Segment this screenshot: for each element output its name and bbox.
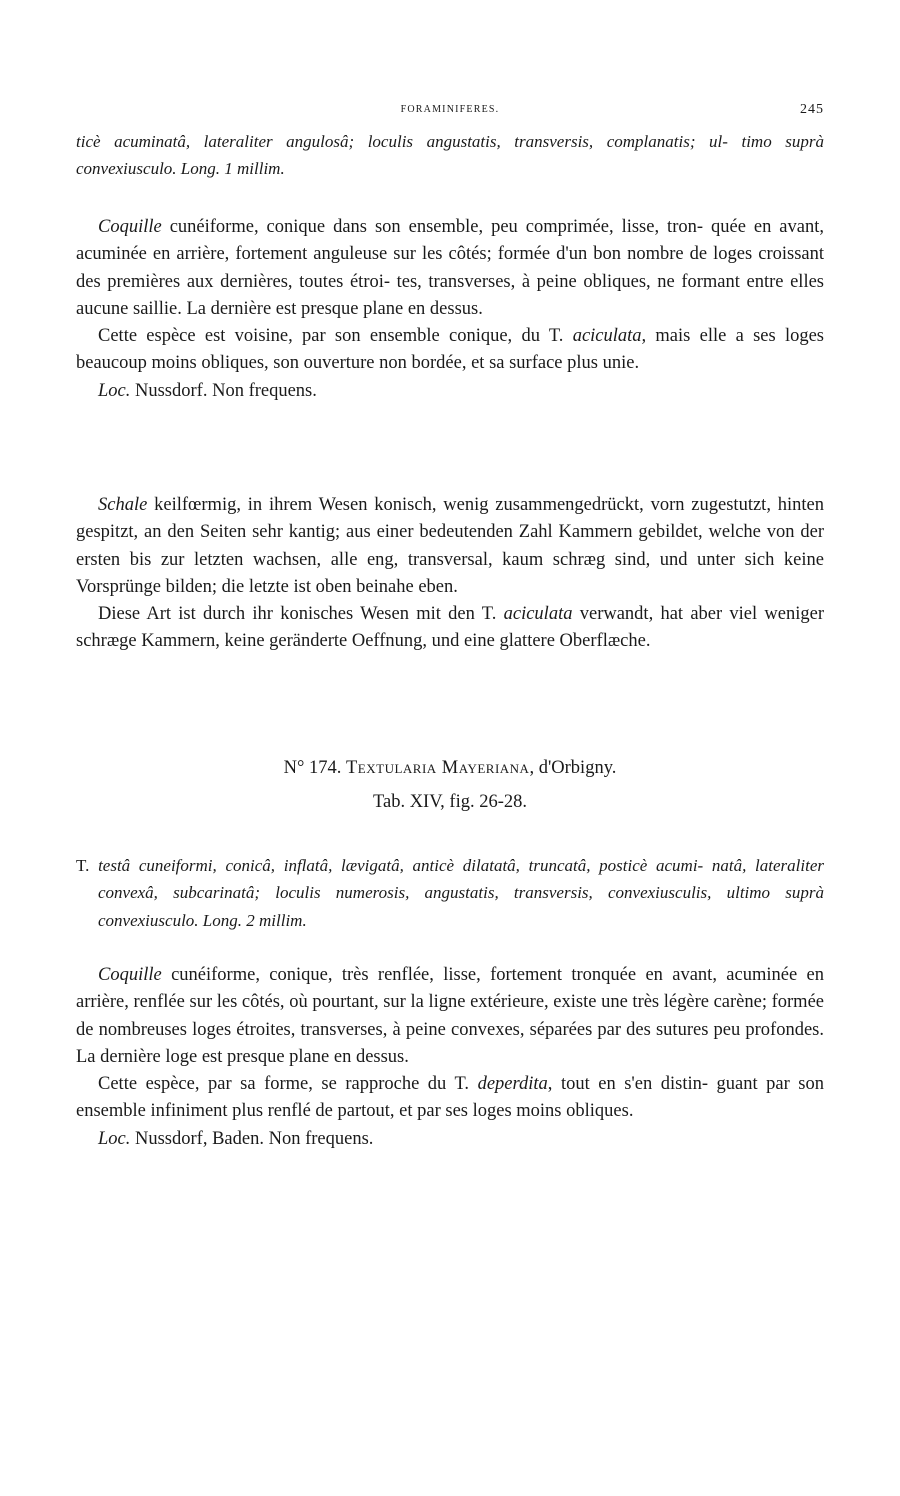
french-comparison-species: aciculata, <box>572 326 647 347</box>
french-comparison-text-a-2: Cette espèce, par sa forme, se rapproche du T. <box>98 1074 478 1095</box>
species-author: , d'Orbigny. <box>529 758 617 778</box>
german-description-paragraph <box>76 492 824 601</box>
french-lead-word-2: Coquille <box>98 965 162 985</box>
french-description-paragraph <box>76 214 824 323</box>
french-comparison-species-2: deperdita <box>477 1074 548 1095</box>
german-description-1 <box>76 492 824 656</box>
species-number: N° 174. <box>283 758 346 778</box>
locality-paragraph-2 <box>76 1126 824 1153</box>
french-lead-word: Coquille <box>98 217 162 237</box>
locality-text: Nussdorf. Non frequens. <box>130 380 317 401</box>
german-comparison-text-b: verwandt, hat aber viel weniger schræge Kammern, keine geränderte Oeffnung, und eine glattere Oberflæche. <box>76 604 824 652</box>
latin-lead: T. <box>76 856 90 875</box>
latin-diagnosis-1 <box>76 128 824 183</box>
german-comparison-paragraph <box>76 601 824 656</box>
species-heading <box>0 758 900 779</box>
page-number: 245 <box>800 102 824 117</box>
french-description-text-2: cunéiforme, conique, très renflée, lisse, fortement tronquée en avant, acuminée en arrière, renflée sur les côtés, où pourtant, sur la ligne extérieure, existe une très légère carène; formée de nombreuses loges étroites, transverses, à peine convexes, séparées par des sutures peu profondes. La dernière loge est presque plane en dessus. <box>76 965 824 1067</box>
french-comparison-text-b: mais elle a ses loges beaucoup moins obliques, son ouverture non bordée, et sa surface plus unie. <box>76 326 824 374</box>
latin-diagnosis-text: ticè acuminatâ, lateraliter angulosâ; loculis angustatis, transversis, complanatis; ul- timo suprà convexiusculo. Long. 1 millim. <box>76 132 824 179</box>
latin-diagnosis-paragraph <box>76 852 824 934</box>
french-description-2 <box>76 962 824 1153</box>
running-title: FORAMINIFERES. <box>400 104 500 115</box>
german-description-text: keilfœrmig, in ihrem Wesen konisch, wenig zusammengedrückt, vorn zugestutzt, hinten gespitzt, an den Seiten sehr kantig; aus einer bedeutenden Zahl Kammern gebildet, welche von der ersten bis zur letzten wachsen, alle eng, transversal, kaum schræg sind, und unter sich keine Vorsprünge bilden; die letzte ist oben beinahe eben. <box>76 495 824 597</box>
locality-label-2: Loc. <box>98 1128 131 1149</box>
german-comparison-text-a: Diese Art ist durch ihr konisches Wesen mit den T. <box>98 604 504 625</box>
french-comparison-text-b-2: , tout en s'en distin- guant par son ensemble infiniment plus renflé de partout, et par ses loges moins obliques. <box>76 1074 825 1122</box>
french-description-1 <box>76 214 824 405</box>
french-comparison-text-a: Cette espèce est voisine, par son ensemble conique, du T. <box>98 326 573 347</box>
species-name: Textularia Mayeriana <box>346 758 530 778</box>
locality-label: Loc. <box>98 380 131 401</box>
locality-paragraph <box>76 378 824 405</box>
latin-diagnosis-2 <box>76 852 824 934</box>
latin-diagnosis-text-2: testâ cuneiformi, conicâ, inflatâ, lævigatâ, anticè dilatatâ, truncatâ, posticè acumi- natâ, lateraliter convexâ, subcarinatâ; loculis numerosis, angustatis, transversis, convexiusculis, ultimo suprà convexiusculo. Long. 2 millim. <box>89 856 824 930</box>
french-comparison-paragraph-2 <box>76 1071 824 1126</box>
german-comparison-species: aciculata <box>503 604 573 625</box>
german-lead-word: Schale <box>98 495 148 515</box>
french-description-text: cunéiforme, conique dans son ensemble, peu comprimée, lisse, tron- quée en avant, acuminée en arrière, fortement anguleuse sur les côtés; formée d'un bon nombre de loges croissant des premières aux dernières, toutes étroi- tes, transverses, à peine obliques, ne formant entre elles aucune saillie. La dernière est presque plane en dessus. <box>76 217 824 319</box>
locality-text-2: Nussdorf, Baden. Non frequens. <box>130 1128 374 1149</box>
french-comparison-paragraph <box>76 323 824 378</box>
plate-reference: Tab. XIV, fig. 26-28. <box>372 792 528 812</box>
french-description-paragraph-2 <box>76 962 824 1071</box>
running-head <box>0 100 900 120</box>
